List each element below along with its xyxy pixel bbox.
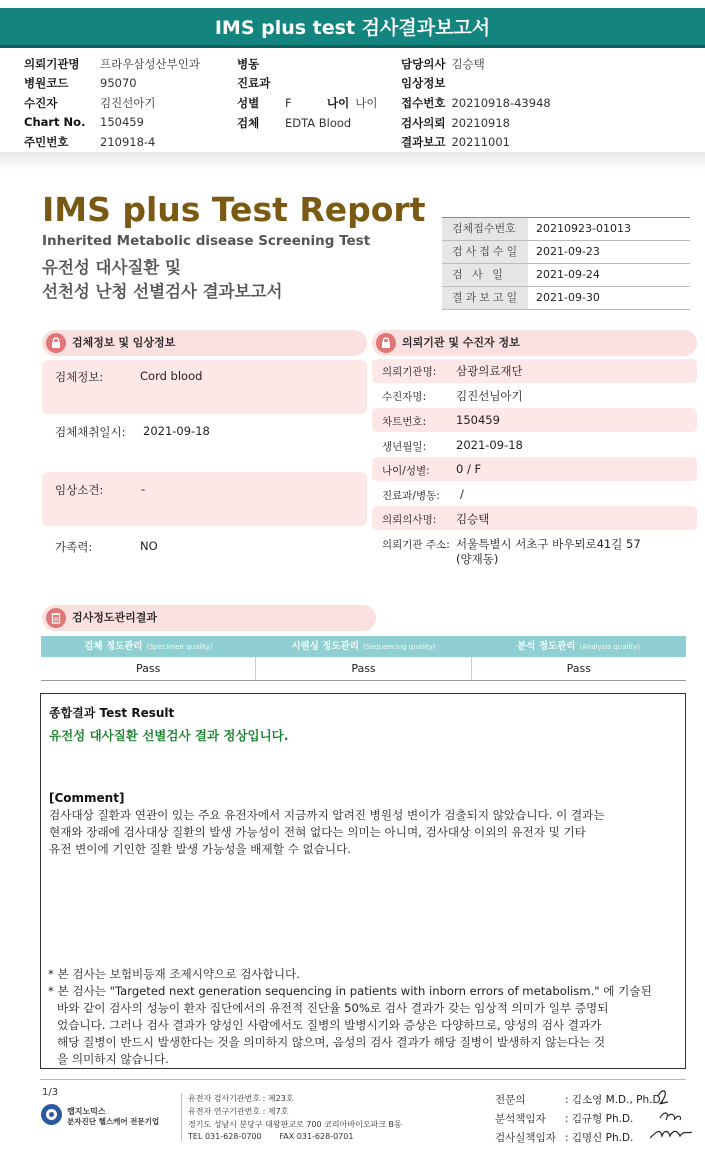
specimen-label: 검체정보: xyxy=(55,370,104,384)
collection-date-value: 2021-09-18 xyxy=(143,424,210,438)
company-tagline: 분자진단 헬스케어 전문기업 xyxy=(67,1117,160,1126)
signer-name: : 김소영 M.D., Ph.D. xyxy=(565,1094,664,1106)
family-history-label: 가족력: xyxy=(55,540,93,554)
footer-address-line: 경기도 성남시 분당구 대왕판교로 700 코리아바이오파크 B동 xyxy=(188,1120,402,1129)
signer-role: 분석책임자 xyxy=(495,1113,546,1125)
header-field-resident-no: 주민번호 210918-4 xyxy=(24,135,156,149)
clinical-finding-value: - xyxy=(141,482,146,496)
department-ward-label: 진료과/병동: xyxy=(382,490,440,502)
birth-date-value: 2021-09-18 xyxy=(456,438,523,452)
report-title-bar xyxy=(0,8,705,48)
institution-section-heading: 의뢰기관 및 수진자 정보 xyxy=(372,330,697,356)
footer-divider xyxy=(40,1079,686,1080)
table-row: 검 사 일 2021-09-24 xyxy=(442,264,690,287)
quality-section-heading: 검사정도관리결과 xyxy=(42,605,376,631)
comment-heading: [Comment] xyxy=(49,791,125,805)
header-field-hospital-code: 병원코드 95070 xyxy=(24,76,137,90)
specimen-section-heading: 검체정보 및 임상정보 xyxy=(42,330,367,356)
report-title-ko-line2: 선천성 난청 선별검사 결과보고서 xyxy=(42,282,283,301)
header-field-clinical-info: 임상정보 xyxy=(401,76,446,90)
header-field-doctor: 담당의사 김승택 xyxy=(401,57,485,71)
signer-name: : 김명신 Ph.D. xyxy=(565,1132,634,1144)
report-title-en: IMS plus Test Report xyxy=(42,190,426,229)
test-result-heading: 종합결과 Test Result xyxy=(49,706,175,720)
table-header-cell: 검체 정도관리 (Specimen quality) xyxy=(84,641,213,652)
footer-address-line: 유전자 연구기관번호 : 제7호 xyxy=(188,1107,289,1116)
table-cell: Pass xyxy=(256,657,471,680)
header-field-sex: 성별 F xyxy=(237,96,292,110)
chart-no-value: 150459 xyxy=(456,413,500,427)
comment-text: 검사대상 질환과 연관이 있는 주요 유전자에서 지금까지 알려진 병원성 변이가 검출되지 않았습니다. 이 결과는 현재와 장래에 검사대상 질환의 발생 가능성이 전혀 없다는 의미는 아니며, 검사대상 이외의 유전자 및 기타 유전 변이에 기인한 질환 발생 가능성을 배제할 수 없습니다. xyxy=(49,808,605,856)
test-result-summary: 유전성 대사질환 선별검사 결과 정상입니다. xyxy=(49,728,289,743)
table-row: 검체접수번호 20210923-01013 xyxy=(442,218,690,241)
footer-address-line: 유전자 검사기관번호 : 제23호 xyxy=(188,1094,294,1103)
lock-icon xyxy=(46,333,66,353)
collection-date-label: 검체채취일시: xyxy=(55,425,126,439)
header-field-chart-no: Chart No. 150459 xyxy=(24,115,144,129)
specimen-value: Cord blood xyxy=(140,369,203,383)
department-ward-value: / xyxy=(460,487,464,501)
report-title: IMS plus test 검사결과보고서 xyxy=(214,17,491,39)
clinical-finding-box xyxy=(42,472,367,526)
institution-address-value-line2: (양재동) xyxy=(456,552,499,566)
birth-date-label: 생년월일: xyxy=(382,441,427,453)
referring-doctor-value: 김승택 xyxy=(456,512,490,526)
table-cell: Pass xyxy=(41,657,256,680)
header-field-report-date: 결과보고 20211001 xyxy=(401,135,510,149)
referring-doctor-label: 의뢰의사명: xyxy=(382,514,437,526)
footer-separator xyxy=(181,1093,182,1141)
company-logo xyxy=(41,1104,62,1125)
table-row: 검사접수일 2021-09-23 xyxy=(442,241,690,264)
table-header-cell: 시퀀싱 정도관리 (Sequencing quality) xyxy=(291,641,436,652)
institution-address-label: 의뢰기관 주소: xyxy=(382,539,450,551)
note-performance: * 본 검사는 "Targeted next generation sequencing in patients with inborn errors of metabolism." 에 기술된 바와 같이 검사의 성능이 환자 집단에서의 유전적 진단율 50%로 검사 결과가 갖는 임상적 의미가 일부 증명되 었습니다. 그러나 검사 결과가 양성인 사람에서도 질병의 발병시기와 증상은 다양하므로, 양성의 검사 결과가 해당 질병이 반드시 발생한다는 것을 의미하지 않으며, 음성의 검사 결과가 해당 질병이 발생하지 않는다는 것 을 의미하지 않습니다. xyxy=(48,984,652,1066)
age-sex-label: 나이/성별: xyxy=(382,465,430,477)
table-header-cell: 분석 정도관리 (Analysis quality) xyxy=(517,641,640,652)
header-field-age: 나이 나이 xyxy=(327,96,378,110)
clinical-finding-label: 임상소견: xyxy=(55,483,104,497)
signature-image xyxy=(650,1082,700,1146)
header-field-request-date: 검사의뢰 20210918 xyxy=(401,116,510,130)
header-field-accession-no: 접수번호 20210918-43948 xyxy=(401,96,551,110)
signer-role: 전문의 xyxy=(495,1094,526,1106)
table-cell: Pass xyxy=(566,662,591,675)
report-dates-table xyxy=(442,217,690,310)
lock-icon xyxy=(376,333,396,353)
header-field-department: 진료과 xyxy=(237,76,271,90)
age-sex-value: 0 / F xyxy=(456,462,482,476)
family-history-value: NO xyxy=(140,539,158,553)
signer-role: 검사실책임자 xyxy=(495,1132,556,1144)
report-title-ko-line1: 유전성 대사질환 및 xyxy=(42,258,182,277)
footer-contact-line: TEL 031-628-0700 FAX 031-628-0701 xyxy=(188,1132,354,1141)
institution-address-value: 서울특별시 서초구 바우뫼로41길 57 xyxy=(456,537,641,551)
header-field-patient: 수진자 김진선아기 xyxy=(24,96,156,110)
note-insurance: * 본 검사는 보험비등재 조제시약으로 검사합니다. xyxy=(48,967,300,981)
table-row xyxy=(41,657,686,681)
header-field-institution: 의뢰기관명 프라우삼성산부인과 xyxy=(24,57,200,71)
patient-name-value: 김진선님아기 xyxy=(456,389,523,403)
chart-no-label: 차트번호: xyxy=(382,416,427,428)
table-row: 결과보고일 2021-09-30 xyxy=(442,287,690,310)
header-field-ward: 병동 xyxy=(237,57,260,71)
institution-name-value: 삼광의료재단 xyxy=(456,364,523,378)
header-field-specimen: 검체 EDTA Blood xyxy=(237,116,352,130)
table-header-row xyxy=(41,636,686,657)
quality-table xyxy=(41,636,686,681)
report-subtitle-en: Inherited Metabolic disease Screening Test xyxy=(42,233,371,249)
signer-name: : 김규형 Ph.D. xyxy=(565,1113,634,1125)
institution-name-label: 의뢰기관명: xyxy=(382,366,437,378)
company-name: 랩지노믹스 xyxy=(67,1107,106,1116)
clipboard-icon xyxy=(46,608,66,628)
section-divider xyxy=(0,152,705,170)
page-number: 1/3 xyxy=(42,1087,59,1098)
patient-name-label: 수진자명: xyxy=(382,391,427,403)
